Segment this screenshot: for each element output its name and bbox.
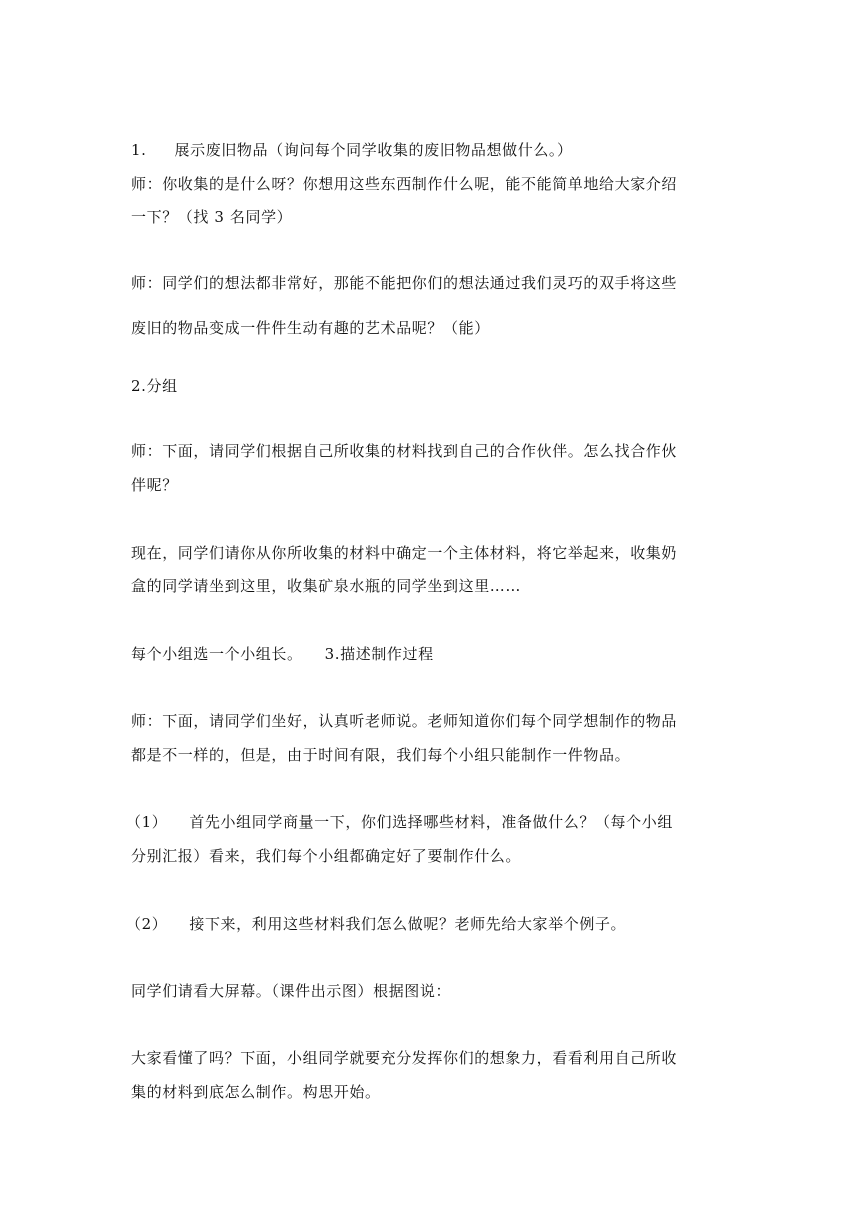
paragraph-line: 都是不一样的，但是，由于时间有限，我们每个小组只能制作一件物品。 <box>131 746 631 764</box>
list-item-3 <box>126 914 626 934</box>
paragraph-line: 现在，同学们请你从你所收集的材料中确定一个主体材料，将它举起来，收集奶 <box>131 544 678 562</box>
paragraph-line: 师：下面，请同学们根据自己所收集的材料找到自己的合作伙伴。怎么找合作伙 <box>131 442 678 460</box>
paragraph-line <box>131 644 434 664</box>
paragraph-line: 一下？（找 3 名同学） <box>131 208 293 226</box>
section-heading: 2.分组 <box>131 377 178 395</box>
paragraph-line: 盒的同学请坐到这里，收集矿泉水瓶的同学坐到这里…… <box>131 577 522 595</box>
paragraph-text: 展示废旧物品（询问每个同学收集的废旧物品想做什么。） <box>174 141 573 159</box>
paragraph-line: 师：下面，请同学们坐好，认真听老师说。老师知道你们每个同学想制作的物品 <box>131 712 678 730</box>
paragraph-line: 分别汇报）看来，我们每个小组都确定好了要制作什么。 <box>131 847 522 865</box>
paragraph-line: 伴呢？ <box>131 476 178 494</box>
paragraph-text: 接下来，利用这些材料我们怎么做呢？老师先给大家举个例子。 <box>189 915 627 933</box>
paragraph-line: 师：同学们的想法都非常好，那能不能把你们的想法通过我们灵巧的双手将这些 <box>131 274 678 292</box>
list-number: 1. <box>131 141 147 159</box>
list-number: （2） <box>126 915 168 933</box>
list-item-2 <box>126 812 673 832</box>
paragraph-line: 废旧的物品变成一件件生动有趣的艺术品呢？（能） <box>131 319 490 337</box>
paragraph-text: 每个小组选一个小组长。 <box>131 645 303 663</box>
section-heading: 3.描述制作过程 <box>324 645 434 663</box>
list-number: （1） <box>126 813 168 831</box>
paragraph-line: 同学们请看大屏幕。（课件出示图）根据图说： <box>131 982 452 1000</box>
paragraph-line: 大家看懂了吗？下面，小组同学就要充分发挥你们的想象力，看看利用自己所收 <box>131 1049 678 1067</box>
paragraph-line: 师：你收集的是什么呀？你想用这些东西制作什么呢，能不能简单地给大家介绍 <box>131 175 678 193</box>
paragraph-line: 集的材料到底怎么制作。构思开始。 <box>131 1083 381 1101</box>
paragraph-text: 首先小组同学商量一下，你们选择哪些材料，准备做什么？（每个小组 <box>189 813 673 831</box>
list-item-1 <box>131 140 573 160</box>
